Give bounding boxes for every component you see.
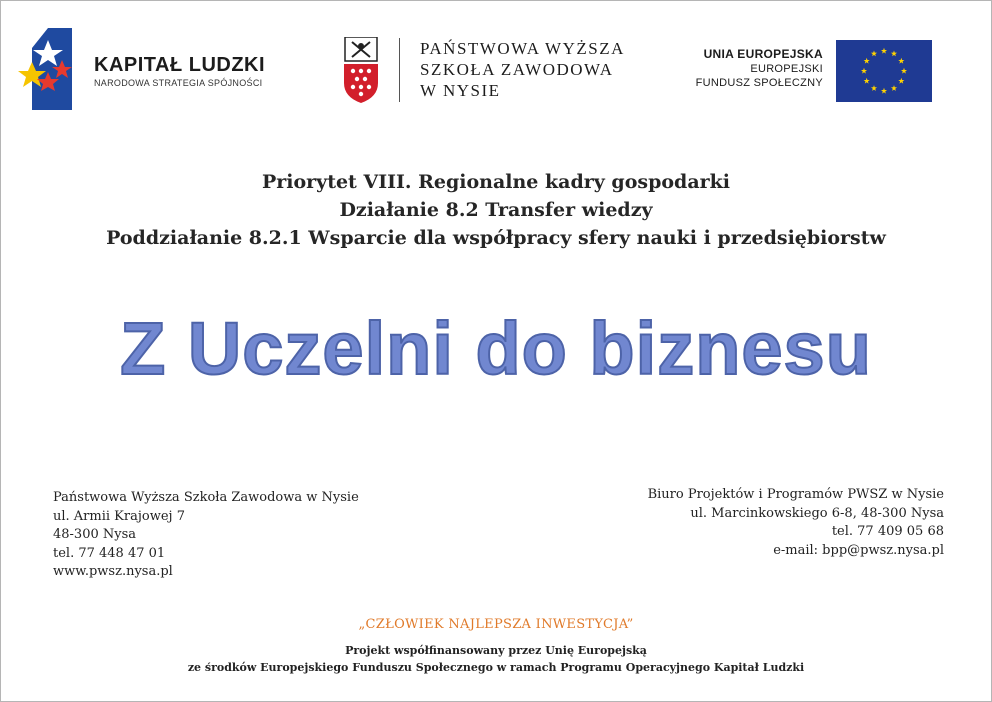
phone-line: tel. 77 448 47 01 <box>53 545 166 561</box>
pwsz-coat-of-arms <box>343 37 379 103</box>
phone-line: tel. 77 409 05 68 <box>831 524 944 539</box>
address-line: ul. Armii Krajowej 7 <box>53 508 185 524</box>
main-title: Z Uczelni do biznesu <box>120 307 872 390</box>
pwsz-name <box>420 38 625 101</box>
kapital-ludzki-title: KAPITAŁ LUDZKI <box>94 54 266 76</box>
priority-line: Priorytet VIII. Regionalne kadry gospodarki <box>261 171 731 193</box>
address-line: 48-300 Nysa <box>53 527 137 542</box>
measure-line: Działanie 8.2 Transfer wiedzy <box>339 199 653 221</box>
slogan: „CZŁOWIEK NAJLEPSZA INWESTYCJA” <box>358 617 634 632</box>
funding-note <box>0 642 992 676</box>
pwsz-name-line: W NYSIE <box>420 81 501 100</box>
kapital-ludzki-stars-logo <box>18 28 72 110</box>
eu-title: UNIA EUROPEJSKA <box>703 47 823 61</box>
address-line: Biuro Projektów i Programów PWSZ w Nysie <box>647 487 944 502</box>
eu-flag <box>836 40 932 102</box>
pwsz-separator <box>399 38 400 102</box>
submeasure-line: Poddziałanie 8.2.1 Wsparcie dla współpracy sfery nauki i przedsiębiorstw <box>106 227 886 249</box>
address-line: ul. Marcinkowskiego 6-8, 48-300 Nysa <box>690 505 944 521</box>
pwsz-name-line: SZKOŁA ZAWODOWA <box>420 60 614 79</box>
eu-text <box>660 47 823 90</box>
email-link[interactable]: e-mail: bpp@pwsz.nysa.pl <box>773 542 944 558</box>
eu-line: EUROPEJSKI <box>750 63 823 75</box>
funding-line: ze środków Europejskiego Funduszu Społecznego w ramach Programu Operacyjnego Kapitał Ludzki <box>187 661 805 674</box>
priority-lines <box>0 168 992 252</box>
kapital-ludzki-wordmark <box>94 54 265 88</box>
address-left <box>53 489 359 582</box>
kapital-ludzki-subtitle: NARODOWA STRATEGIA SPÓJNOŚCI <box>94 78 263 88</box>
funding-line: Projekt współfinansowany przez Unię Europejską <box>345 644 647 657</box>
website-link[interactable]: www.pwsz.nysa.pl <box>53 564 173 579</box>
address-line: Państwowa Wyższa Szkoła Zawodowa w Nysie <box>53 490 359 505</box>
pwsz-name-line: PAŃSTWOWA WYŻSZA <box>420 39 625 58</box>
address-right <box>648 486 944 560</box>
eu-line: FUNDUSZ SPOŁECZNY <box>695 77 823 89</box>
